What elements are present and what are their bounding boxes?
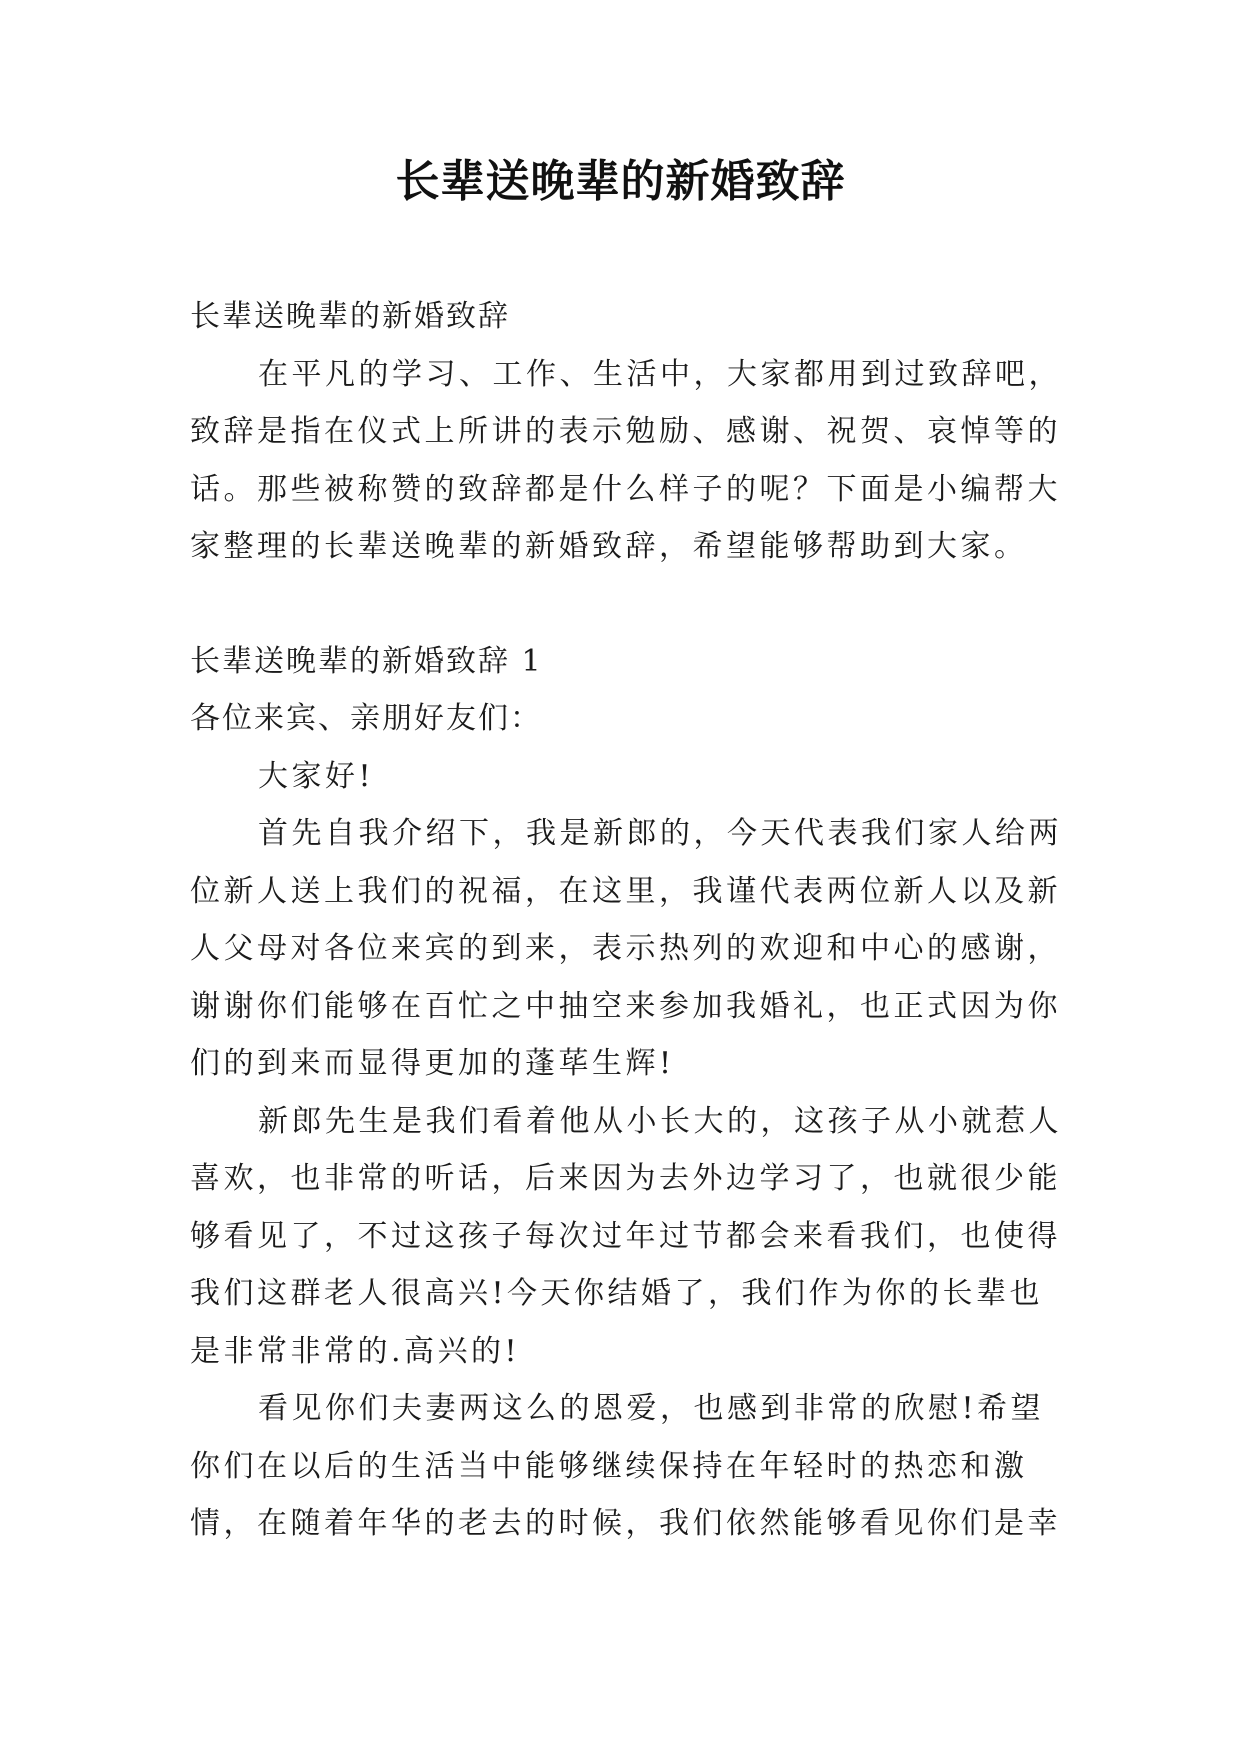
intro-paragraph: 在平凡的学习、工作、生活中，大家都用到过致辞吧，致辞是指在仪式上所讲的表示勉励、感谢、祝贺、哀悼等的话。那些被称赞的致辞都是什么样子的呢？下面是小编帮大家整理的长辈送晚辈的新婚致辞，希望能够帮助到大家。 [190,356,1062,564]
body-paragraph: 看见你们夫妻两这么的恩爱，也感到非常的欣慰!希望你们在以后的生活当中能够继续保持在年轻时的热恋和激情，在随着年华的老去的时候，我们依然能够看见你们是幸 [190,1391,1061,1541]
document-body [190,288,1062,1553]
document-title: 长辈送晚辈的新婚致辞 [395,156,846,207]
greeting: 大家好! [258,758,375,794]
body-paragraph: 新郎先生是我们看着他从小长大的，这孩子从小就惹人喜欢，也非常的听话，后来因为去外边学习了，也就很少能够看见了，不过这孩子每次过年过节都会来看我们，也使得我们这群老人很高兴!今天你结婚了，我们作为你的长辈也是非常非常的.高兴的! [190,1103,1062,1369]
document-subtitle: 长辈送晚辈的新婚致辞 [190,299,510,334]
salutation: 各位来宾、亲朋好友们： [190,701,542,736]
section-heading: 长辈送晚辈的新婚致辞 1 [190,643,543,679]
body-paragraph: 首先自我介绍下，我是新郎的，今天代表我们家人给两位新人送上我们的祝福，在这里，我谨代表两位新人以及新人父母对各位来宾的到来，表示热列的欢迎和中心的感谢，谢谢你们能够在百忙之中抽空来参加我婚礼，也正式因为你们的到来而显得更加的蓬荜生辉! [190,816,1062,1081]
